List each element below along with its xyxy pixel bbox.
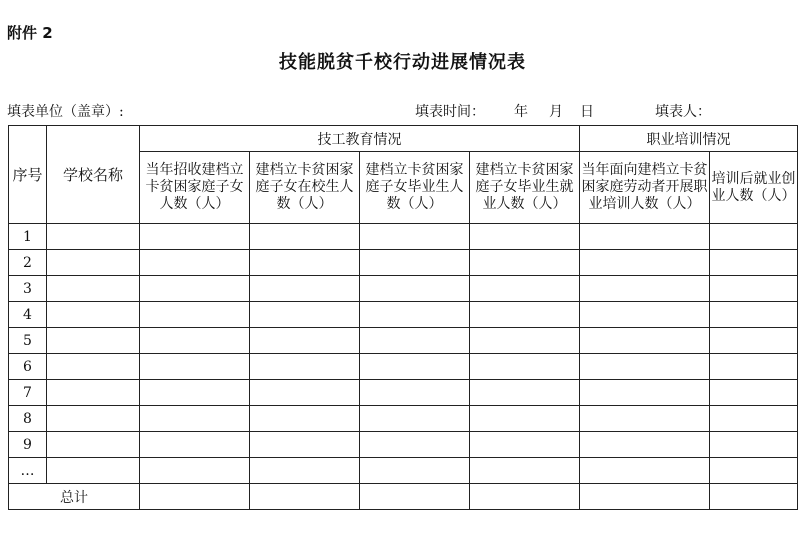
- table-cell[interactable]: [470, 250, 580, 276]
- attachment-label: 附件 2: [7, 24, 53, 42]
- table-cell[interactable]: [360, 302, 470, 328]
- table-cell[interactable]: [710, 250, 798, 276]
- table-cell[interactable]: [140, 276, 250, 302]
- col-header-school: 学校名称: [47, 126, 140, 224]
- table-cell[interactable]: [580, 432, 710, 458]
- document-title: 技能脱贫千校行动进展情况表: [279, 52, 526, 73]
- table-cell[interactable]: [580, 406, 710, 432]
- group-header-training: 职业培训情况: [580, 126, 798, 152]
- row-number: 9: [9, 432, 47, 458]
- table-cell[interactable]: [580, 484, 710, 510]
- table-cell[interactable]: [250, 224, 360, 250]
- row-number: 6: [9, 354, 47, 380]
- table-cell[interactable]: [360, 380, 470, 406]
- table-cell[interactable]: [140, 432, 250, 458]
- table-cell[interactable]: [470, 224, 580, 250]
- school-name-cell[interactable]: [47, 354, 140, 380]
- school-name-cell[interactable]: [47, 250, 140, 276]
- col-header-no: 序号: [9, 126, 47, 224]
- row-number: 8: [9, 406, 47, 432]
- table-cell[interactable]: [470, 406, 580, 432]
- table-row: [9, 276, 798, 302]
- table-cell[interactable]: [250, 484, 360, 510]
- table-cell[interactable]: [360, 406, 470, 432]
- school-name-cell[interactable]: [47, 432, 140, 458]
- table-cell[interactable]: [470, 432, 580, 458]
- school-name-cell[interactable]: [47, 224, 140, 250]
- sub-header-in-school: 建档立卡贫困家庭子女在校生人数（人）: [250, 152, 360, 224]
- table-cell[interactable]: [710, 406, 798, 432]
- table-cell[interactable]: [710, 224, 798, 250]
- table-row: [9, 380, 798, 406]
- table-cell[interactable]: [360, 484, 470, 510]
- sub-header-trained: 当年面向建档立卡贫困家庭劳动者开展职业培训人数（人）: [580, 152, 710, 224]
- day-label: 日: [580, 104, 594, 120]
- table-cell[interactable]: [250, 354, 360, 380]
- table-cell[interactable]: [710, 432, 798, 458]
- row-number: 3: [9, 276, 47, 302]
- table-cell[interactable]: [580, 380, 710, 406]
- table-cell[interactable]: [470, 302, 580, 328]
- row-number: …: [9, 458, 47, 484]
- table-cell[interactable]: [470, 354, 580, 380]
- table-cell[interactable]: [360, 432, 470, 458]
- school-name-cell[interactable]: [47, 406, 140, 432]
- table-cell[interactable]: [470, 484, 580, 510]
- table-row: [9, 224, 798, 250]
- month-label: 月: [549, 104, 563, 120]
- table-cell[interactable]: [580, 276, 710, 302]
- table-row: [9, 458, 798, 484]
- filler-label: 填表人：: [655, 104, 711, 120]
- row-number: 5: [9, 328, 47, 354]
- table-cell[interactable]: [470, 276, 580, 302]
- table-body: [9, 224, 798, 484]
- table-cell[interactable]: [710, 380, 798, 406]
- table-cell[interactable]: [140, 484, 250, 510]
- total-label: 总计: [9, 484, 140, 510]
- table-cell[interactable]: [360, 276, 470, 302]
- school-name-cell[interactable]: [47, 276, 140, 302]
- sub-header-employed-graduates: 建档立卡贫困家庭子女毕业生就业人数（人）: [470, 152, 580, 224]
- table-cell[interactable]: [360, 250, 470, 276]
- progress-table: [8, 125, 798, 510]
- table-cell[interactable]: [250, 406, 360, 432]
- school-name-cell[interactable]: [47, 458, 140, 484]
- table-cell[interactable]: [580, 250, 710, 276]
- table-cell[interactable]: [710, 354, 798, 380]
- table-cell[interactable]: [580, 354, 710, 380]
- table-cell[interactable]: [250, 328, 360, 354]
- table-cell[interactable]: [140, 302, 250, 328]
- table-cell[interactable]: [250, 250, 360, 276]
- table-cell[interactable]: [140, 328, 250, 354]
- table-cell[interactable]: [470, 328, 580, 354]
- table-row: [9, 302, 798, 328]
- table-cell[interactable]: [580, 458, 710, 484]
- sub-header-employed-after-training: 培训后就业创业人数（人）: [710, 152, 798, 224]
- sub-header-enrolled: 当年招收建档立卡贫困家庭子女人数（人）: [140, 152, 250, 224]
- fill-unit-label: 填表单位（盖章）:: [7, 104, 124, 120]
- table-cell[interactable]: [710, 302, 798, 328]
- row-number: 1: [9, 224, 47, 250]
- table-row: [9, 250, 798, 276]
- table-cell[interactable]: [710, 276, 798, 302]
- table-cell[interactable]: [470, 458, 580, 484]
- table-row: [9, 406, 798, 432]
- table-cell[interactable]: [360, 328, 470, 354]
- table-cell[interactable]: [360, 458, 470, 484]
- table-cell[interactable]: [250, 380, 360, 406]
- school-name-cell[interactable]: [47, 302, 140, 328]
- table-cell[interactable]: [140, 354, 250, 380]
- table-cell[interactable]: [140, 458, 250, 484]
- table-cell[interactable]: [470, 380, 580, 406]
- table-cell[interactable]: [710, 328, 798, 354]
- table-cell[interactable]: [580, 302, 710, 328]
- table-cell[interactable]: [360, 354, 470, 380]
- row-number: 7: [9, 380, 47, 406]
- table-cell[interactable]: [140, 380, 250, 406]
- table-cell[interactable]: [140, 250, 250, 276]
- row-number: 4: [9, 302, 47, 328]
- table-cell[interactable]: [140, 406, 250, 432]
- table-cell[interactable]: [360, 224, 470, 250]
- table-cell[interactable]: [580, 224, 710, 250]
- group-header-technical: 技工教育情况: [140, 126, 580, 152]
- table-row: [9, 328, 798, 354]
- year-label: 年: [514, 104, 528, 120]
- table-cell[interactable]: [140, 224, 250, 250]
- table-cell[interactable]: [710, 484, 798, 510]
- school-name-cell[interactable]: [47, 380, 140, 406]
- table-cell[interactable]: [250, 276, 360, 302]
- table-cell[interactable]: [580, 328, 710, 354]
- total-row: [9, 484, 798, 510]
- sub-header-graduates: 建档立卡贫困家庭子女毕业生人数（人）: [360, 152, 470, 224]
- table-row: [9, 432, 798, 458]
- table-cell[interactable]: [250, 458, 360, 484]
- fill-time-label: 填表时间：: [415, 104, 485, 120]
- table-cell[interactable]: [250, 302, 360, 328]
- row-number: 2: [9, 250, 47, 276]
- table-cell[interactable]: [710, 458, 798, 484]
- table-cell[interactable]: [250, 432, 360, 458]
- table-row: [9, 354, 798, 380]
- school-name-cell[interactable]: [47, 328, 140, 354]
